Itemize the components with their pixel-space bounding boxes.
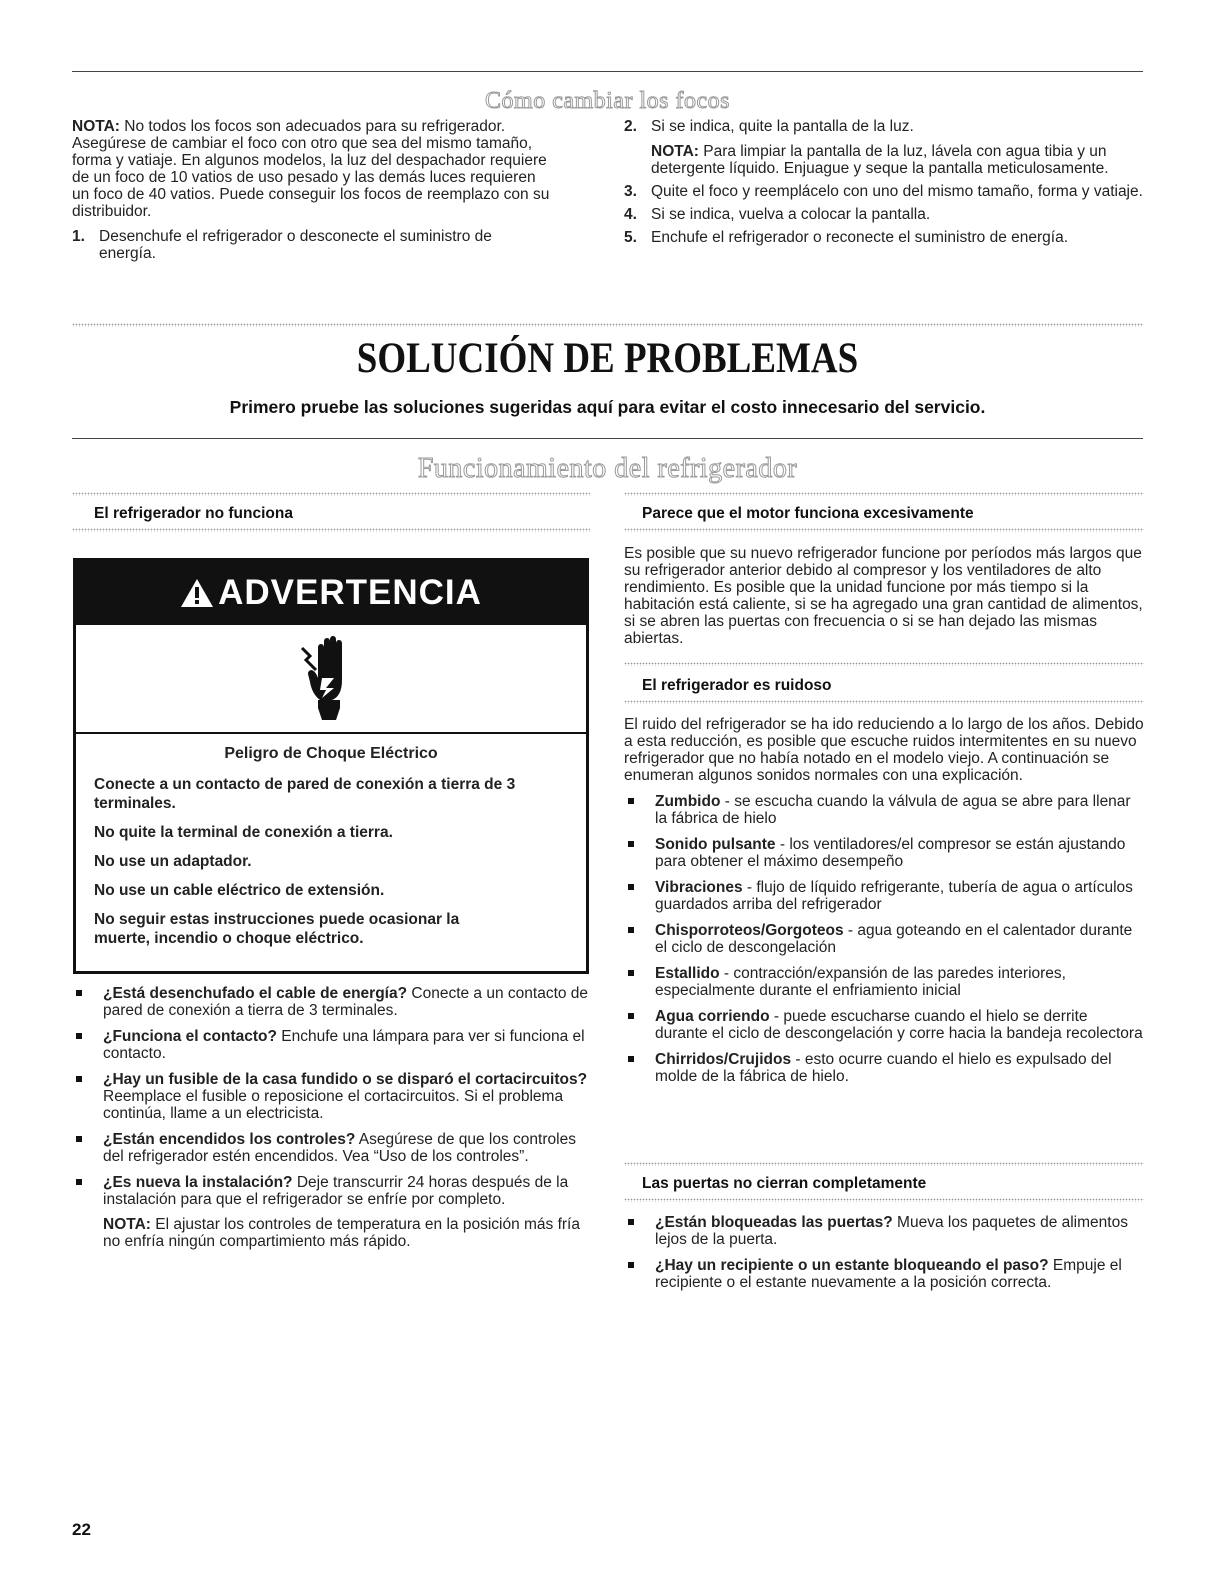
item-answer: Deje transcurrir 24 horas después de la instalación para que el refrigerador se enfríe por completo. bbox=[103, 1174, 569, 1208]
item-question: ¿Hay un fusible de la casa fundido o se disparó el cortacircuitos? bbox=[103, 1071, 588, 1088]
bulbs-step-4 bbox=[624, 206, 1144, 223]
bulbs-note bbox=[72, 118, 552, 220]
warning-line-1: Conecte a un contacto de pared de conexión a tierra de 3 terminales. bbox=[94, 776, 516, 812]
item-answer: Conecte a un contacto de pared de conexión a tierra de 3 terminales. bbox=[103, 985, 589, 1019]
list-item bbox=[72, 1028, 590, 1062]
step-number: 4. bbox=[624, 206, 637, 223]
item-question: ¿Están bloqueadas las puertas? bbox=[655, 1214, 893, 1231]
list-item bbox=[624, 1008, 1144, 1042]
list-item bbox=[624, 922, 1144, 956]
warning-triangle-icon bbox=[180, 578, 214, 608]
list-item bbox=[624, 1257, 1144, 1291]
bulbs-right-column bbox=[624, 118, 1144, 252]
note-text: El ajustar los controles de temperatura en la posición más fría no enfría ningún compartimiento más rápido. bbox=[103, 1216, 580, 1250]
bulbs-note-text: No todos los focos son adecuados para su refrigerador. Asegúrese de cambiar el foco con otro que sea del mismo tamaño, forma y vatiaje. En algunos modelos, la luz del despachador requiere de un foco de 10 vatios de uso pesado y las demás luces requieren un foco de 40 vatios. Puede conseguir los focos de reemplazo con su distribuidor. bbox=[72, 118, 550, 220]
sounds-list bbox=[624, 793, 1144, 1085]
page-number: 22 bbox=[72, 1520, 91, 1539]
bulbs-step-2 bbox=[624, 118, 1144, 177]
sound-name: Agua corriendo bbox=[655, 1008, 770, 1025]
list-item bbox=[72, 985, 590, 1019]
step-number: 3. bbox=[624, 183, 637, 200]
step-number: 2. bbox=[624, 118, 637, 135]
shock-hazard-area bbox=[76, 625, 586, 734]
left-heading: El refrigerador no funciona bbox=[94, 505, 293, 522]
noise-paragraph: El ruido del refrigerador se ha ido reduciendo a lo largo de los años. Debido a esta reducción, es posible que escuche ruidos intermitentes en su nuevo refrigerador que no había notado en el modelo viejo. A continuación se enumeran algunos sonidos normales con una explicación. bbox=[624, 716, 1144, 784]
warning-line-3: No use un adaptador. bbox=[94, 853, 252, 870]
bulbs-step-3 bbox=[624, 183, 1144, 200]
bulbs-steps-right bbox=[624, 118, 1144, 246]
dotted-separator bbox=[72, 492, 590, 496]
electric-shock-hand-icon bbox=[296, 634, 366, 724]
top-rule bbox=[72, 71, 1143, 72]
motor-paragraph: Es posible que su nuevo refrigerador funcione por períodos más largos que su refrigerador anterior debido al compresor y los ventiladores de alto rendimiento. Es posible que la unidad funcione por más tiempo si la habitación está caliente, si se ha agregado una gran cantidad de alimentos, si se abren las puertas con frecuencia o si se han dejado las mismas abiertas. bbox=[624, 545, 1143, 647]
list-item bbox=[624, 836, 1144, 870]
dotted-separator bbox=[624, 662, 1144, 666]
item-question: ¿Está desenchufado el cable de energía? bbox=[103, 985, 408, 1002]
section-title-operation: Funcionamiento del refrigerador bbox=[417, 453, 798, 484]
sound-name: Estallido bbox=[655, 965, 720, 982]
step-note-text: Para limpiar la pantalla de la luz, lávela con agua tibia y un detergente líquido. Enjuague y seque la pantalla meticulosamente. bbox=[651, 143, 1109, 177]
power-checklist bbox=[72, 985, 590, 1250]
sound-desc: - se escucha cuando la válvula de agua se abre para llenar la fábrica de hielo bbox=[655, 793, 1131, 827]
step-text: Enchufe el refrigerador o reconecte el suministro de energía. bbox=[651, 229, 1069, 246]
sound-desc: - puede escucharse cuando el hielo se derrite durante el ciclo de descongelación y corre hacia la bandeja recolectora bbox=[655, 1008, 1143, 1042]
right-heading-1: Parece que el motor funciona excesivamente bbox=[642, 505, 974, 522]
bulbs-step-1 bbox=[72, 228, 552, 262]
sound-desc: - flujo de líquido refrigerante, tubería de agua o artículos guardados arriba del refrigerador bbox=[655, 879, 1133, 913]
dotted-separator bbox=[624, 700, 1144, 704]
bulbs-note-label: NOTA: bbox=[72, 118, 120, 135]
sound-name: Chisporroteos/Gorgoteos bbox=[655, 922, 844, 939]
list-item bbox=[72, 1174, 590, 1250]
dotted-separator bbox=[72, 323, 1143, 327]
list-item bbox=[72, 1071, 590, 1122]
item-question: ¿Es nueva la instalación? bbox=[103, 1174, 293, 1191]
item-answer: Mueva los paquetes de alimentos lejos de la puerta. bbox=[655, 1214, 1128, 1248]
left-note bbox=[103, 1216, 590, 1250]
list-item bbox=[624, 879, 1144, 913]
dotted-separator bbox=[72, 528, 590, 532]
bulbs-left-column bbox=[72, 118, 552, 268]
warning-line-2: No quite la terminal de conexión a tierra. bbox=[94, 824, 393, 841]
dotted-separator bbox=[624, 492, 1144, 496]
item-question: ¿Funciona el contacto? bbox=[103, 1028, 277, 1045]
item-question: ¿Están encendidos los controles? bbox=[103, 1131, 356, 1148]
dotted-separator bbox=[624, 528, 1144, 532]
step-note-label: NOTA: bbox=[651, 143, 699, 160]
right-noise-section bbox=[624, 716, 1144, 1094]
step-text: Si se indica, quite la pantalla de la luz. bbox=[651, 118, 914, 135]
step-number: 1. bbox=[72, 228, 85, 245]
bulbs-step-5 bbox=[624, 229, 1144, 246]
sound-desc: - los ventiladores/el compresor se están ajustando para obtener el máximo desempeño bbox=[655, 836, 1126, 870]
doors-list bbox=[624, 1214, 1144, 1291]
item-answer: Asegúrese de que los controles del refrigerador estén encendidos. Vea “Uso de los controles”. bbox=[103, 1131, 576, 1165]
sound-name: Zumbido bbox=[655, 793, 721, 810]
left-checklist bbox=[72, 985, 590, 1259]
right-doors-section bbox=[624, 1214, 1144, 1300]
dotted-separator bbox=[624, 1162, 1144, 1166]
step-text: Quite el foco y reemplácelo con uno del mismo tamaño, forma y vatiaje. bbox=[651, 183, 1143, 200]
bulbs-step-2-note bbox=[651, 143, 1144, 177]
item-answer: Empuje el recipiente o el estante nuevamente a la posición correcta. bbox=[655, 1257, 1122, 1291]
list-item bbox=[624, 1214, 1144, 1248]
sound-name: Chirridos/Crujidos bbox=[655, 1051, 792, 1068]
page-title: SOLUCIÓN DE PROBLEMAS bbox=[356, 335, 859, 382]
warning-box bbox=[73, 558, 589, 974]
list-item bbox=[624, 793, 1144, 827]
warning-line-4: No use un cable eléctrico de extensión. bbox=[94, 882, 385, 899]
sound-name: Vibraciones bbox=[655, 879, 743, 896]
list-item bbox=[624, 1051, 1144, 1085]
right-para-1 bbox=[624, 545, 1144, 655]
list-item bbox=[624, 965, 1144, 999]
step-text: Desenchufe el refrigerador o desconecte el suministro de energía. bbox=[99, 228, 492, 262]
item-answer: Reemplace el fusible o reposicione el cortacircuitos. Si el problema continúa, llame a un electricista. bbox=[103, 1088, 564, 1122]
right-heading-2: El refrigerador es ruidoso bbox=[642, 677, 832, 694]
warning-title: ADVERTENCIA bbox=[218, 573, 482, 612]
item-answer: Enchufe una lámpara para ver si funciona el contacto. bbox=[103, 1028, 585, 1062]
sound-desc: - esto ocurre cuando el hielo es expulsado del molde de la fábrica de hielo. bbox=[655, 1051, 1112, 1085]
list-item bbox=[72, 1131, 590, 1165]
note-label: NOTA: bbox=[103, 1216, 151, 1233]
warning-body bbox=[76, 734, 586, 948]
right-heading-3: Las puertas no cierran completamente bbox=[642, 1175, 927, 1192]
warning-line-5: No seguir estas instrucciones puede ocasionar la muerte, incendio o choque eléctrico. bbox=[94, 911, 460, 947]
section-rule bbox=[72, 438, 1143, 439]
sound-name: Sonido pulsante bbox=[655, 836, 776, 853]
bulbs-steps-left bbox=[72, 228, 552, 262]
section-title-bulbs: Cómo cambiar los focos bbox=[485, 88, 730, 114]
warning-header bbox=[76, 561, 586, 625]
step-text: Si se indica, vuelva a colocar la pantalla. bbox=[651, 206, 931, 223]
sound-desc: - contracción/expansión de las paredes interiores, especialmente durante el enfriamiento inicial bbox=[655, 965, 1066, 999]
item-question: ¿Hay un recipiente o un estante bloqueando el paso? bbox=[655, 1257, 1049, 1274]
page-subtitle: Primero pruebe las soluciones sugeridas aquí para evitar el costo innecesario del servicio. bbox=[229, 397, 986, 417]
hazard-label: Peligro de Choque Eléctrico bbox=[224, 745, 438, 762]
step-number: 5. bbox=[624, 229, 637, 246]
sound-desc: - agua goteando en el calentador durante el ciclo de descongelación bbox=[655, 922, 1133, 956]
dotted-separator bbox=[624, 1198, 1144, 1202]
